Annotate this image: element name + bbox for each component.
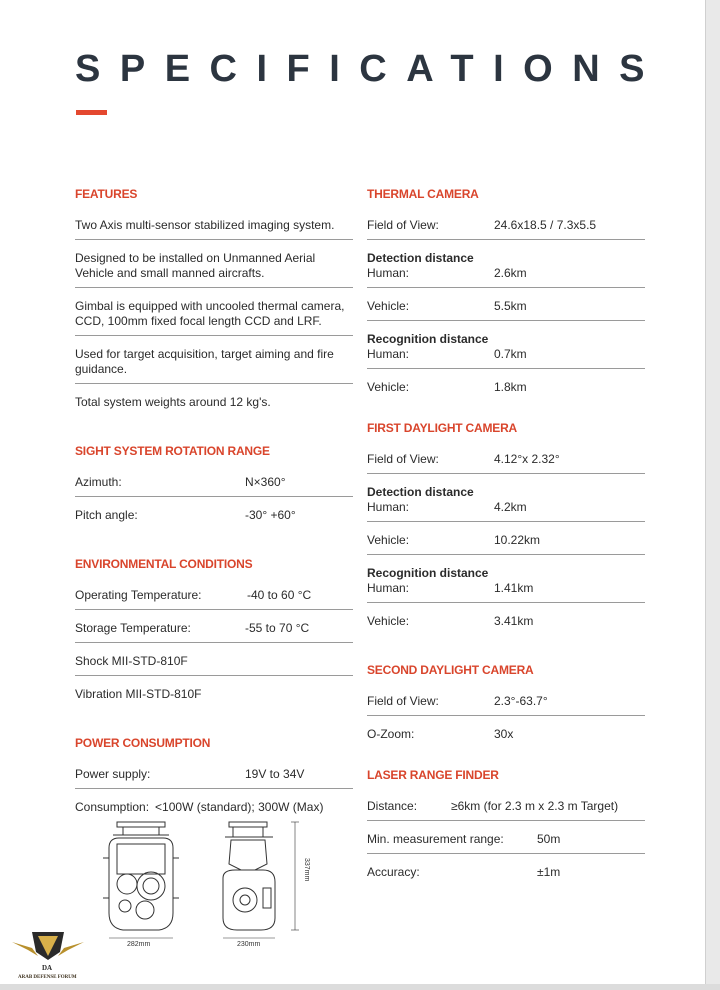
detection-human-value: 2.6km (494, 266, 527, 280)
consumption-label: Consumption: (75, 800, 150, 814)
operating-temp-label: Operating Temperature: (75, 588, 202, 602)
laser-min-label: Min. measurement range: (367, 832, 504, 846)
thermal-detection-human (367, 266, 645, 281)
feature-item: Used for target acquisition, target aiming and fire guidance. (75, 344, 353, 384)
rotation-section (75, 442, 353, 529)
left-column (75, 185, 353, 829)
first-daylight-recognition-vehicle-row (367, 611, 645, 635)
recognition-human-label: Human: (367, 347, 410, 361)
thermal-detection-title: Detection distance (367, 251, 474, 265)
detection-human-label: Human: (367, 500, 410, 514)
second-daylight-fov-row (367, 691, 645, 716)
page-bottom-edge (0, 984, 720, 990)
laser-distance-label: Distance: (367, 799, 418, 813)
laser-accuracy-label: Accuracy: (367, 865, 420, 879)
environmental-heading: ENVIRONMENTAL CONDITIONS (75, 557, 253, 571)
logo-abbr: DA (42, 964, 53, 972)
right-column (367, 185, 645, 894)
detection-human-label: Human: (367, 266, 410, 280)
second-daylight-zoom-row (367, 724, 645, 748)
power-supply-row (75, 764, 353, 789)
first-daylight-recognition-human (367, 581, 645, 596)
storage-temp-value: -55 to 70 °C (245, 621, 310, 635)
first-daylight-fov-label: Field of View: (367, 452, 439, 466)
first-daylight-recognition-row (367, 563, 645, 603)
detection-vehicle-label: Vehicle: (367, 299, 410, 313)
power-supply-value: 19V to 34V (245, 767, 305, 781)
power-section (75, 734, 353, 821)
azimuth-value: N×360° (245, 475, 286, 489)
recognition-human-label: Human: (367, 581, 410, 595)
feature-item: Total system weights around 12 kg's. (75, 395, 271, 409)
logo-name: ARAB DEFENSE FORUM (18, 975, 77, 980)
second-daylight-section (367, 661, 645, 748)
first-daylight-section (367, 419, 645, 635)
feature-item: Gimbal is equipped with uncooled thermal camera, CCD, 100mm fixed focal length CCD and LRF. (75, 296, 353, 336)
pitch-label: Pitch angle: (75, 508, 138, 522)
detection-vehicle-value: 10.22km (494, 533, 541, 547)
gimbal-drawing (95, 818, 315, 948)
recognition-vehicle-label: Vehicle: (367, 380, 410, 394)
title-accent-bar (76, 110, 107, 115)
rotation-row (75, 472, 353, 497)
first-daylight-fov-row (367, 449, 645, 474)
thermal-heading: THERMAL CAMERA (367, 187, 479, 201)
second-daylight-fov-label: Field of View: (367, 694, 439, 708)
zoom-label: O-Zoom: (367, 727, 415, 741)
second-daylight-fov-value: 2.3°-63.7° (494, 694, 548, 708)
power-heading: POWER CONSUMPTION (75, 736, 211, 750)
vibration-row: Vibration MII-STD-810F (75, 687, 202, 701)
first-daylight-recognition-title: Recognition distance (367, 566, 489, 580)
recognition-vehicle-value: 1.8km (494, 380, 527, 394)
height-dimension: 337mm (303, 858, 310, 882)
laser-min-value: 50m (537, 832, 561, 846)
thermal-section (367, 185, 645, 401)
front-width-dimension: 282mm (127, 941, 151, 948)
consumption-value: <100W (standard); 300W (Max) (155, 800, 324, 814)
thermal-fov-label: Field of View: (367, 218, 439, 232)
environmental-row (75, 585, 353, 610)
detection-vehicle-value: 5.5km (494, 299, 527, 313)
recognition-vehicle-value: 3.41km (494, 614, 534, 628)
laser-accuracy-value: ±1m (537, 865, 561, 879)
features-heading: FEATURES (75, 187, 138, 201)
recognition-human-value: 0.7km (494, 347, 527, 361)
pitch-value: -30° +60° (245, 508, 296, 522)
feature-item: Designed to be installed on Unmanned Aerial Vehicle and small manned aircrafts. (75, 248, 353, 288)
recognition-vehicle-label: Vehicle: (367, 614, 410, 628)
thermal-recognition-row (367, 329, 645, 369)
first-daylight-detection-title: Detection distance (367, 485, 474, 499)
first-daylight-heading: FIRST DAYLIGHT CAMERA (367, 421, 518, 435)
page-edge (705, 0, 720, 990)
page-title: SPECIFICATIONS (75, 48, 664, 90)
operating-temp-value: -40 to 60 °C (247, 588, 312, 602)
environmental-section (75, 555, 353, 708)
environmental-row (75, 618, 353, 643)
rotation-row (75, 505, 353, 529)
power-supply-label: Power supply: (75, 767, 151, 781)
thermal-recognition-human (367, 347, 645, 362)
detection-vehicle-label: Vehicle: (367, 533, 410, 547)
thermal-fov-row (367, 215, 645, 240)
laser-accuracy-row (367, 862, 645, 886)
azimuth-label: Azimuth: (75, 475, 122, 489)
side-width-dimension: 230mm (237, 941, 261, 948)
thermal-recognition-title: Recognition distance (367, 332, 489, 346)
recognition-human-value: 1.41km (494, 581, 534, 595)
laser-distance-row (367, 796, 645, 821)
first-daylight-detection-human (367, 500, 645, 515)
storage-temp-label: Storage Temperature: (75, 621, 191, 635)
features-section (75, 185, 353, 416)
shock-row: Shock MII-STD-810F (75, 651, 353, 676)
laser-section (367, 766, 645, 886)
first-daylight-fov-value: 4.12°x 2.32° (494, 452, 560, 466)
laser-min-row (367, 829, 645, 854)
detection-human-value: 4.2km (494, 500, 527, 514)
thermal-fov-value: 24.6x18.5 / 7.3x5.5 (494, 218, 597, 232)
thermal-detection-row (367, 248, 645, 288)
first-daylight-detection-row (367, 482, 645, 522)
laser-heading: LASER RANGE FINDER (367, 768, 499, 782)
zoom-value: 30x (494, 727, 514, 741)
first-daylight-detection-vehicle-row (367, 530, 645, 555)
second-daylight-heading: SECOND DAYLIGHT CAMERA (367, 663, 534, 677)
arab-defense-forum-logo (8, 928, 88, 984)
thermal-detection-vehicle-row (367, 296, 645, 321)
laser-distance-value: ≥6km (for 2.3 m x 2.3 m Target) (451, 799, 619, 813)
rotation-heading: SIGHT SYSTEM ROTATION RANGE (75, 444, 270, 458)
feature-item: Two Axis multi-sensor stabilized imaging system. (75, 215, 353, 240)
thermal-recognition-vehicle-row (367, 377, 645, 401)
